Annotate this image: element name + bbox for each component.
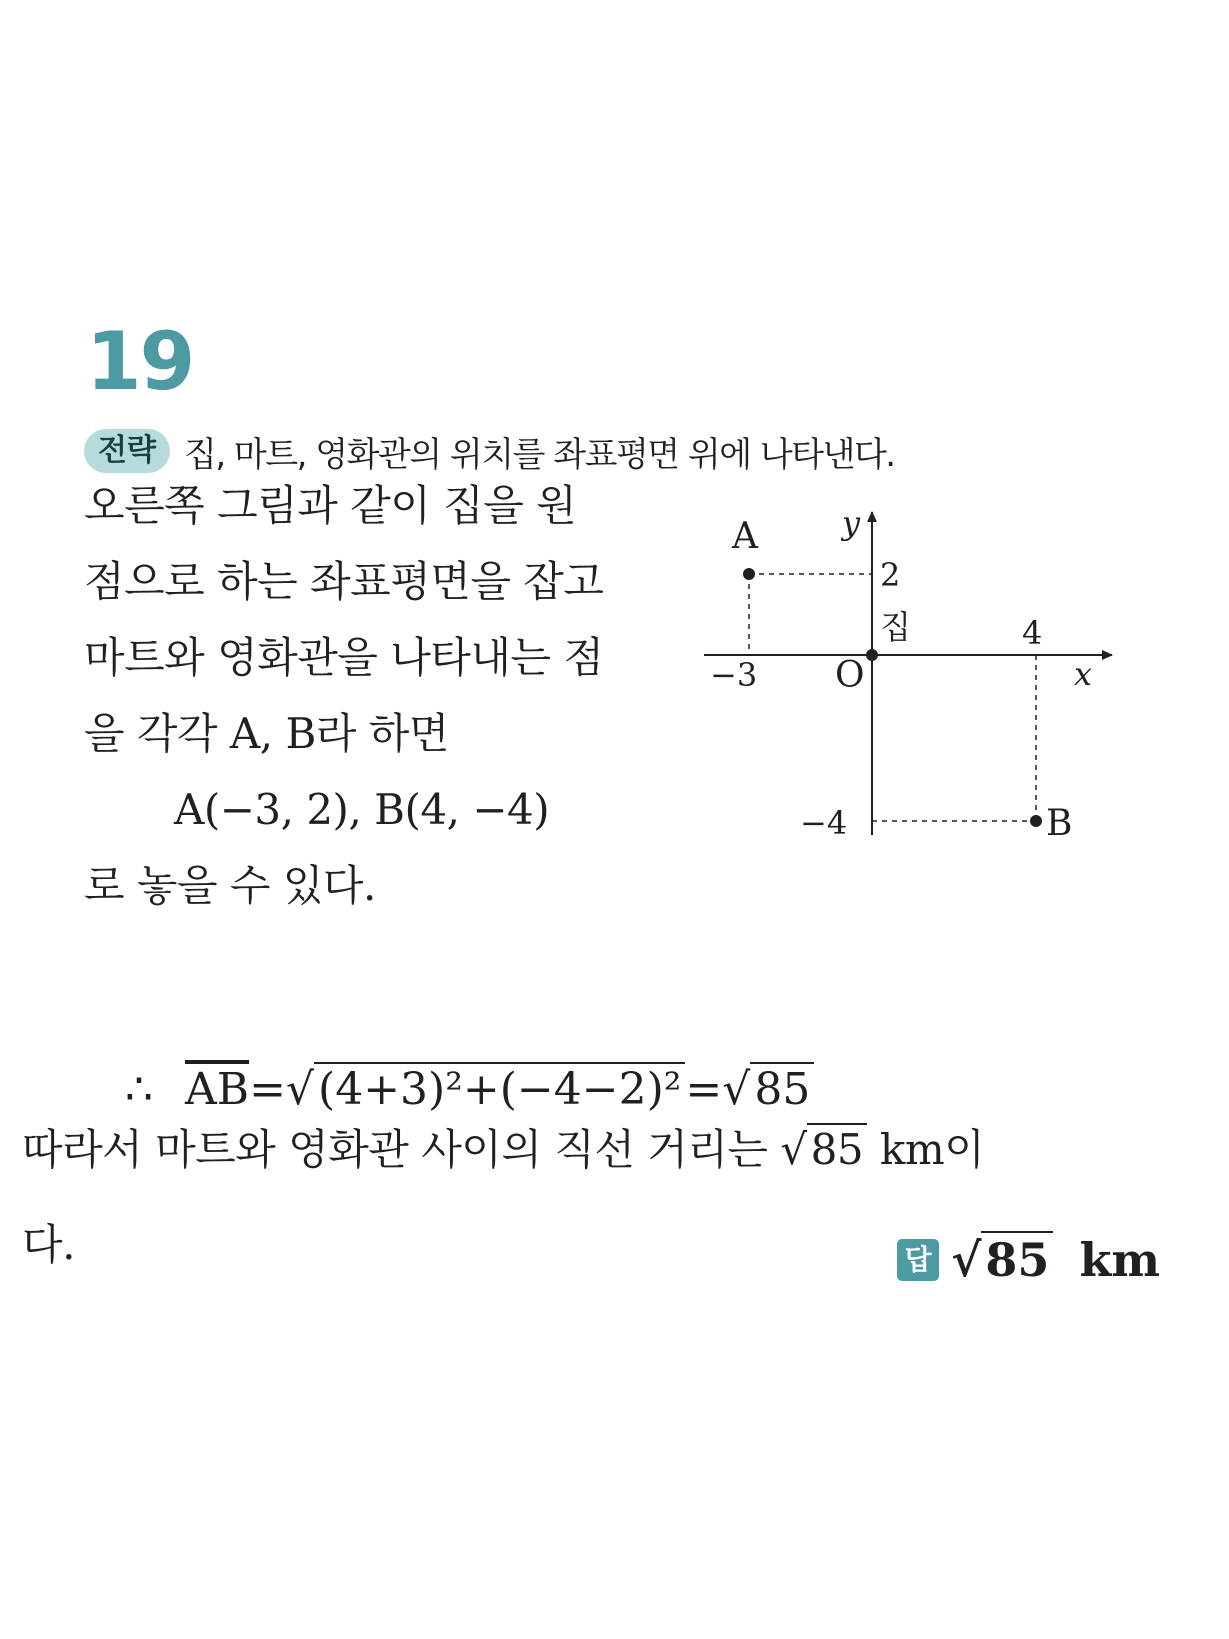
segment-ab: $\overline{AB}$ bbox=[185, 1064, 250, 1115]
answer bbox=[897, 1233, 1160, 1287]
body-line-3: 마트와 영화관을 나타내는 점 bbox=[84, 633, 604, 682]
strategy-text: 집, 마트, 영화관의 위치를 좌표평면 위에 나타낸다. bbox=[183, 434, 895, 475]
answer-number: 85 bbox=[981, 1231, 1053, 1287]
conclusion-line-2: 다. bbox=[22, 1220, 75, 1269]
distance-formula bbox=[125, 1060, 814, 1120]
sqrt-radicand: (4+3)²+(−4−2)² bbox=[314, 1062, 685, 1115]
answer-badge: 답 bbox=[897, 1239, 939, 1281]
strategy-badge: 전략 bbox=[84, 429, 170, 473]
point-home bbox=[866, 649, 878, 661]
result-value: 85 bbox=[750, 1062, 814, 1115]
conclusion-sqrt bbox=[780, 1120, 867, 1180]
therefore-symbol: ∴ bbox=[125, 1064, 153, 1115]
label-a: A bbox=[732, 516, 758, 557]
sqrt-symbol: √ bbox=[285, 1064, 315, 1115]
point-b bbox=[1030, 815, 1042, 827]
label-y-axis: y bbox=[842, 504, 861, 542]
conclusion-line-1 bbox=[22, 1120, 984, 1180]
conclusion-value: 85 bbox=[807, 1123, 867, 1174]
problem-number: 19 bbox=[86, 315, 194, 408]
sqrt-result bbox=[722, 1060, 814, 1120]
label-b: B bbox=[1046, 803, 1073, 844]
tick-x-4: 4 bbox=[1022, 614, 1043, 652]
answer-value bbox=[951, 1233, 1160, 1287]
sqrt-symbol-2: √ bbox=[722, 1064, 751, 1115]
conclusion-sqrt-symbol: √ bbox=[780, 1125, 807, 1174]
strategy-row bbox=[84, 428, 895, 474]
tick-y-neg4: −4 bbox=[800, 804, 848, 842]
body-line-2: 점으로 하는 좌표평면을 잡고 bbox=[84, 557, 604, 606]
point-a bbox=[743, 568, 755, 580]
body-line-1: 오른쪽 그림과 같이 집을 원 bbox=[84, 481, 577, 530]
label-origin: O bbox=[835, 655, 865, 696]
body-line-4: 을 각각 A, B라 하면 bbox=[84, 709, 449, 758]
label-x-axis: x bbox=[1074, 655, 1093, 693]
tick-x-neg3: −3 bbox=[710, 656, 758, 694]
coordinate-graph bbox=[690, 500, 1130, 860]
answer-sqrt bbox=[951, 1233, 1053, 1287]
answer-unit: km bbox=[1079, 1233, 1160, 1287]
conclusion-suffix: km이 bbox=[879, 1125, 985, 1174]
label-home: 집 bbox=[880, 608, 911, 646]
equals-sign-2: = bbox=[685, 1064, 723, 1115]
conclusion-prefix: 따라서 마트와 영화관 사이의 직선 거리는 bbox=[22, 1125, 768, 1174]
tick-y-2: 2 bbox=[880, 556, 901, 594]
answer-sqrt-symbol: √ bbox=[951, 1233, 982, 1287]
sqrt-expression bbox=[286, 1060, 685, 1120]
body-line-coordinates: A(−3, 2), B(4, −4) bbox=[174, 785, 550, 834]
body-line-6: 로 놓을 수 있다. bbox=[84, 861, 376, 910]
equals-sign: = bbox=[249, 1064, 286, 1115]
